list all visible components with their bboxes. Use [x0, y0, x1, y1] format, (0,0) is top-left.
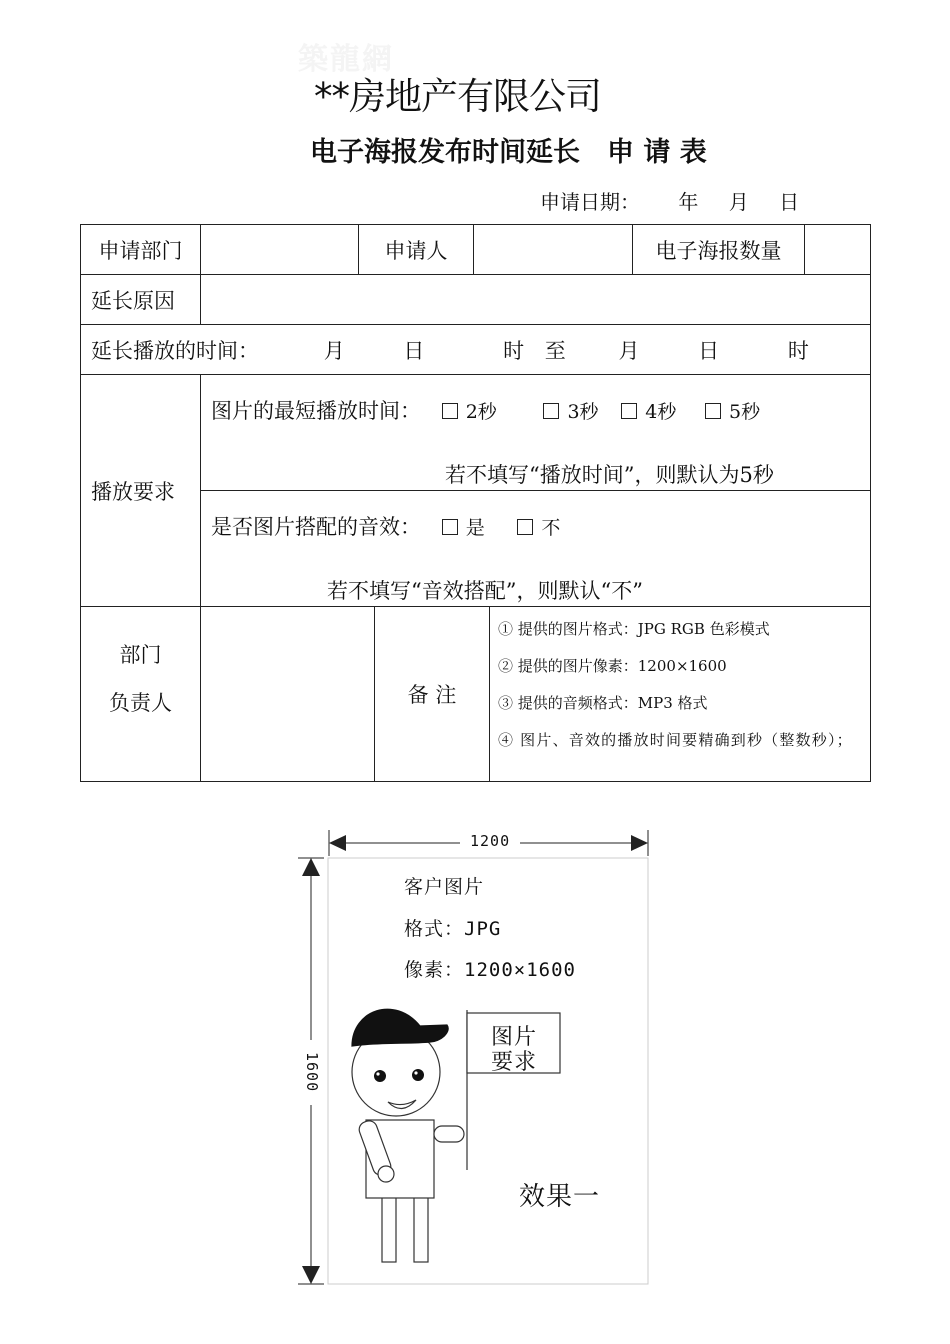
play-requirements-label: 播放要求 — [81, 375, 201, 607]
applicant-label: 申请人 — [359, 225, 474, 275]
period-to: 至 — [544, 338, 566, 363]
min-time-label: 图片的最短播放时间： — [211, 399, 421, 423]
reason-field[interactable] — [201, 275, 871, 325]
form-title: 电子海报发布时间延长 申 请 表 — [310, 137, 707, 168]
note-item: ① 提供的图片格式：JPG RGB 色彩模式 — [498, 620, 770, 638]
period-hour-start: 时 — [503, 338, 525, 363]
flag-text-line2: 要求 — [491, 1050, 538, 1075]
period-month-end: 月 — [618, 338, 640, 363]
application-date — [540, 186, 805, 215]
checkbox-3s[interactable] — [543, 403, 559, 419]
checkbox-4s[interactable] — [621, 403, 637, 419]
sound-row — [211, 511, 860, 541]
date-day: 日 — [779, 190, 800, 214]
dept-head-signature-field[interactable] — [201, 607, 375, 782]
option-5s[interactable]: 5秒 — [705, 399, 760, 423]
checkbox-no[interactable] — [517, 519, 533, 535]
period-day-start: 日 — [403, 338, 425, 363]
option-sound-no[interactable]: 不 — [517, 515, 560, 539]
sound-label: 是否图片搭配的音效： — [211, 515, 421, 539]
checkbox-5s[interactable] — [705, 403, 721, 419]
checkbox-2s[interactable] — [442, 403, 458, 419]
min-play-time-cell — [201, 375, 871, 491]
remarks-label: 备 注 — [375, 607, 490, 782]
note-item: ② 提供的图片像素：1200×1600 — [498, 657, 727, 675]
dept-head-label: 部门 负责人 — [81, 607, 201, 782]
option-3s[interactable]: 3秒 — [543, 399, 598, 423]
default-time-note: 若不填写“播放时间”，则默认为5秒 — [445, 463, 774, 487]
date-label: 申请日期： — [540, 190, 640, 214]
caption-client-image: 客户图片 — [404, 876, 485, 898]
note-item: ④ 图片、音效的播放时间要精确到秒（整数秒）； — [498, 731, 853, 749]
min-play-time-row — [211, 395, 860, 425]
extension-period-row[interactable] — [81, 325, 871, 375]
poster-count-field[interactable] — [805, 225, 871, 275]
sound-cell — [201, 491, 871, 607]
width-label: 1200 — [470, 832, 511, 850]
period-label: 延长播放的时间： — [91, 338, 259, 363]
caption-pixels: 像素：1200×1600 — [404, 959, 576, 981]
reason-label: 延长原因 — [81, 275, 201, 325]
dept-field[interactable] — [201, 225, 359, 275]
period-day-end: 日 — [698, 338, 720, 363]
caption-format: 格式：JPG — [404, 918, 502, 940]
poster-count-label: 电子海报数量 — [633, 225, 805, 275]
date-month: 月 — [728, 190, 749, 214]
option-2s[interactable]: 2秒 — [442, 399, 497, 423]
period-month-start: 月 — [323, 338, 345, 363]
dept-label: 申请部门 — [81, 225, 201, 275]
remarks-notes — [490, 607, 871, 782]
company-name: **房地产有限公司 — [314, 75, 601, 118]
applicant-field[interactable] — [474, 225, 633, 275]
default-sound-note: 若不填写“音效搭配”，则默认“不” — [327, 579, 643, 603]
height-label: 1600 — [303, 1052, 321, 1093]
watermark-text: 築龍網 — [298, 42, 394, 77]
flag-text-line1: 图片 — [491, 1025, 538, 1050]
application-form-table — [80, 224, 871, 782]
option-sound-yes[interactable]: 是 — [442, 515, 485, 539]
date-year: 年 — [678, 190, 699, 214]
image-spec-diagram — [0, 820, 950, 1300]
option-4s[interactable]: 4秒 — [621, 399, 676, 423]
note-item: ③ 提供的音频格式：MP3 格式 — [498, 694, 708, 712]
checkbox-yes[interactable] — [442, 519, 458, 535]
effect-label: 效果一 — [519, 1182, 601, 1212]
period-hour-end: 时 — [787, 338, 809, 363]
